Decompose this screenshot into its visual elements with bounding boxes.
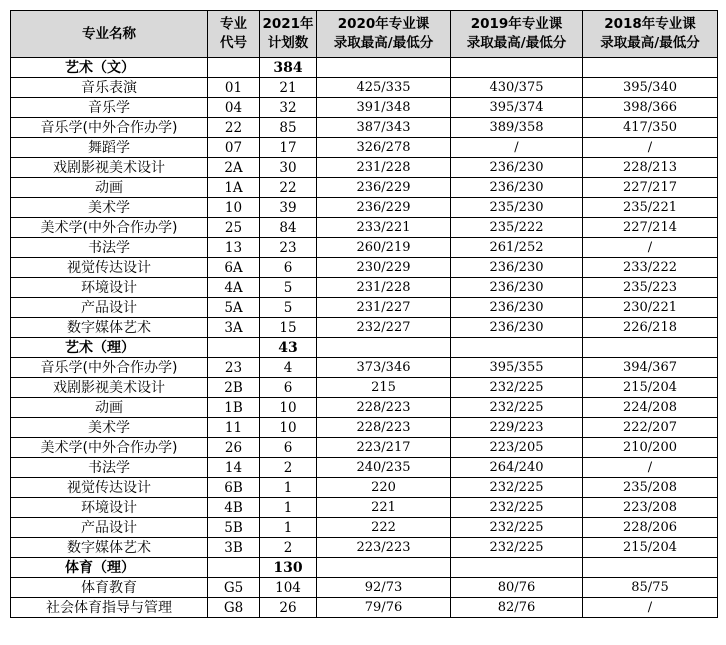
score-2018: 210/200 bbox=[583, 438, 718, 458]
score-2018: 85/75 bbox=[583, 578, 718, 598]
table-row bbox=[11, 398, 718, 418]
score-2020: 231/228 bbox=[317, 278, 451, 298]
score-2018: 228/206 bbox=[583, 518, 718, 538]
major-code: 01 bbox=[208, 78, 260, 98]
score-2019: 236/230 bbox=[451, 158, 583, 178]
score-2019: 430/375 bbox=[451, 78, 583, 98]
major-name: 动画 bbox=[11, 398, 208, 418]
score-2020: 220 bbox=[317, 478, 451, 498]
major-name: 美术学 bbox=[11, 198, 208, 218]
plan-count: 104 bbox=[260, 578, 317, 598]
plan-count: 23 bbox=[260, 238, 317, 258]
plan-count: 2 bbox=[260, 458, 317, 478]
major-code: 11 bbox=[208, 418, 260, 438]
major-name: 视觉传达设计 bbox=[11, 478, 208, 498]
major-name: 体育教育 bbox=[11, 578, 208, 598]
major-name: 美术学 bbox=[11, 418, 208, 438]
header-score-2019: 2019年专业课 录取最高/最低分 bbox=[451, 11, 583, 58]
score-2018: 235/221 bbox=[583, 198, 718, 218]
score-2020: 236/229 bbox=[317, 178, 451, 198]
major-code: 5B bbox=[208, 518, 260, 538]
major-name: 书法学 bbox=[11, 458, 208, 478]
category-row bbox=[11, 338, 718, 358]
major-code: 14 bbox=[208, 458, 260, 478]
score-2018: 226/218 bbox=[583, 318, 718, 338]
score-2020: 232/227 bbox=[317, 318, 451, 338]
table-row bbox=[11, 218, 718, 238]
major-code: 2A bbox=[208, 158, 260, 178]
table-row bbox=[11, 98, 718, 118]
category-2020-cell bbox=[317, 338, 451, 358]
table-row bbox=[11, 378, 718, 398]
table-row bbox=[11, 198, 718, 218]
major-code: 10 bbox=[208, 198, 260, 218]
table-row bbox=[11, 158, 718, 178]
score-2020: 228/223 bbox=[317, 418, 451, 438]
plan-count: 2 bbox=[260, 538, 317, 558]
major-code: 6A bbox=[208, 258, 260, 278]
score-2019: 229/223 bbox=[451, 418, 583, 438]
major-code: 1A bbox=[208, 178, 260, 198]
plan-count: 26 bbox=[260, 598, 317, 618]
category-name: 体育（理） bbox=[11, 558, 208, 578]
plan-count: 1 bbox=[260, 478, 317, 498]
category-2019-cell bbox=[451, 338, 583, 358]
table-row bbox=[11, 518, 718, 538]
plan-count: 15 bbox=[260, 318, 317, 338]
score-2019: 236/230 bbox=[451, 318, 583, 338]
score-2020: 236/229 bbox=[317, 198, 451, 218]
score-2018: 227/217 bbox=[583, 178, 718, 198]
major-code: 3A bbox=[208, 318, 260, 338]
score-2019: 82/76 bbox=[451, 598, 583, 618]
category-2018-cell bbox=[583, 58, 718, 78]
header-plan-2021: 2021年 计划数 bbox=[260, 11, 317, 58]
major-code: 04 bbox=[208, 98, 260, 118]
plan-count: 10 bbox=[260, 418, 317, 438]
plan-count: 84 bbox=[260, 218, 317, 238]
major-name: 戏剧影视美术设计 bbox=[11, 378, 208, 398]
score-2018: 223/208 bbox=[583, 498, 718, 518]
score-2019: 236/230 bbox=[451, 278, 583, 298]
major-name: 动画 bbox=[11, 178, 208, 198]
score-2018: 227/214 bbox=[583, 218, 718, 238]
plan-count: 17 bbox=[260, 138, 317, 158]
category-2019-cell bbox=[451, 58, 583, 78]
table-row bbox=[11, 318, 718, 338]
plan-count: 21 bbox=[260, 78, 317, 98]
major-name: 环境设计 bbox=[11, 278, 208, 298]
table-row bbox=[11, 118, 718, 138]
score-2018: 395/340 bbox=[583, 78, 718, 98]
table-row bbox=[11, 258, 718, 278]
score-2020: 373/346 bbox=[317, 358, 451, 378]
score-2019: 236/230 bbox=[451, 178, 583, 198]
plan-count: 30 bbox=[260, 158, 317, 178]
major-code: 5A bbox=[208, 298, 260, 318]
table-row bbox=[11, 538, 718, 558]
plan-count: 32 bbox=[260, 98, 317, 118]
score-2018: 222/207 bbox=[583, 418, 718, 438]
score-2018: 228/213 bbox=[583, 158, 718, 178]
major-name: 环境设计 bbox=[11, 498, 208, 518]
score-2020: 223/223 bbox=[317, 538, 451, 558]
score-2020: 223/217 bbox=[317, 438, 451, 458]
category-2018-cell bbox=[583, 558, 718, 578]
admission-score-table bbox=[10, 10, 718, 618]
major-name: 音乐学(中外合作办学) bbox=[11, 118, 208, 138]
major-code: G8 bbox=[208, 598, 260, 618]
header-score-2020: 2020年专业课 录取最高/最低分 bbox=[317, 11, 451, 58]
score-2018: / bbox=[583, 458, 718, 478]
category-plan-total: 384 bbox=[260, 58, 317, 78]
table-row bbox=[11, 298, 718, 318]
score-2020: 215 bbox=[317, 378, 451, 398]
major-code: 1B bbox=[208, 398, 260, 418]
score-2020: 233/221 bbox=[317, 218, 451, 238]
major-name: 产品设计 bbox=[11, 298, 208, 318]
score-2019: 395/355 bbox=[451, 358, 583, 378]
plan-count: 5 bbox=[260, 278, 317, 298]
score-2020: 425/335 bbox=[317, 78, 451, 98]
score-2019: 235/222 bbox=[451, 218, 583, 238]
table-row bbox=[11, 578, 718, 598]
plan-count: 39 bbox=[260, 198, 317, 218]
plan-count: 22 bbox=[260, 178, 317, 198]
major-code: 13 bbox=[208, 238, 260, 258]
major-code: 26 bbox=[208, 438, 260, 458]
major-code: 23 bbox=[208, 358, 260, 378]
table-row bbox=[11, 438, 718, 458]
table-row bbox=[11, 178, 718, 198]
category-plan-total: 43 bbox=[260, 338, 317, 358]
plan-count: 6 bbox=[260, 438, 317, 458]
major-name: 音乐学(中外合作办学) bbox=[11, 358, 208, 378]
category-2020-cell bbox=[317, 58, 451, 78]
major-name: 美术学(中外合作办学) bbox=[11, 218, 208, 238]
table-row bbox=[11, 78, 718, 98]
score-2019: 395/374 bbox=[451, 98, 583, 118]
plan-count: 1 bbox=[260, 518, 317, 538]
score-2019: 232/225 bbox=[451, 378, 583, 398]
score-2018: / bbox=[583, 138, 718, 158]
major-name: 数字媒体艺术 bbox=[11, 318, 208, 338]
plan-count: 6 bbox=[260, 258, 317, 278]
category-row bbox=[11, 58, 718, 78]
score-2019: 236/230 bbox=[451, 258, 583, 278]
plan-count: 1 bbox=[260, 498, 317, 518]
score-2018: 398/366 bbox=[583, 98, 718, 118]
plan-count: 4 bbox=[260, 358, 317, 378]
score-2019: 236/230 bbox=[451, 298, 583, 318]
score-2019: 261/252 bbox=[451, 238, 583, 258]
major-code: 4A bbox=[208, 278, 260, 298]
score-2019: 264/240 bbox=[451, 458, 583, 478]
plan-count: 10 bbox=[260, 398, 317, 418]
major-name: 音乐学 bbox=[11, 98, 208, 118]
major-code: 4B bbox=[208, 498, 260, 518]
score-2019: 80/76 bbox=[451, 578, 583, 598]
category-row bbox=[11, 558, 718, 578]
score-2018: 235/223 bbox=[583, 278, 718, 298]
score-2020: 221 bbox=[317, 498, 451, 518]
major-code: G5 bbox=[208, 578, 260, 598]
major-name: 舞蹈学 bbox=[11, 138, 208, 158]
score-2020: 222 bbox=[317, 518, 451, 538]
category-2018-cell bbox=[583, 338, 718, 358]
plan-count: 85 bbox=[260, 118, 317, 138]
table-body bbox=[11, 58, 718, 618]
table-row bbox=[11, 278, 718, 298]
score-2020: 230/229 bbox=[317, 258, 451, 278]
major-name: 数字媒体艺术 bbox=[11, 538, 208, 558]
table-row bbox=[11, 478, 718, 498]
score-2020: 79/76 bbox=[317, 598, 451, 618]
score-2020: 326/278 bbox=[317, 138, 451, 158]
score-2018: 417/350 bbox=[583, 118, 718, 138]
score-2019: 232/225 bbox=[451, 398, 583, 418]
major-name: 产品设计 bbox=[11, 518, 208, 538]
major-code: 22 bbox=[208, 118, 260, 138]
score-2019: 223/205 bbox=[451, 438, 583, 458]
table-row bbox=[11, 138, 718, 158]
score-2020: 391/348 bbox=[317, 98, 451, 118]
category-2020-cell bbox=[317, 558, 451, 578]
score-2020: 240/235 bbox=[317, 458, 451, 478]
table-row bbox=[11, 238, 718, 258]
major-code: 2B bbox=[208, 378, 260, 398]
score-2018: 230/221 bbox=[583, 298, 718, 318]
major-name: 书法学 bbox=[11, 238, 208, 258]
table-row bbox=[11, 418, 718, 438]
category-code-cell bbox=[208, 58, 260, 78]
table-row bbox=[11, 358, 718, 378]
score-2020: 387/343 bbox=[317, 118, 451, 138]
major-name: 视觉传达设计 bbox=[11, 258, 208, 278]
major-name: 戏剧影视美术设计 bbox=[11, 158, 208, 178]
major-code: 25 bbox=[208, 218, 260, 238]
major-name: 美术学(中外合作办学) bbox=[11, 438, 208, 458]
score-2020: 228/223 bbox=[317, 398, 451, 418]
category-code-cell bbox=[208, 338, 260, 358]
score-2018: 215/204 bbox=[583, 538, 718, 558]
header-score-2018: 2018年专业课 录取最高/最低分 bbox=[583, 11, 718, 58]
score-2019: 235/230 bbox=[451, 198, 583, 218]
major-code: 6B bbox=[208, 478, 260, 498]
header-major-name: 专业名称 bbox=[11, 11, 208, 58]
score-2020: 231/228 bbox=[317, 158, 451, 178]
table-header-row bbox=[11, 11, 718, 58]
major-name: 音乐表演 bbox=[11, 78, 208, 98]
table-row bbox=[11, 498, 718, 518]
category-name: 艺术（文） bbox=[11, 58, 208, 78]
category-name: 艺术（理） bbox=[11, 338, 208, 358]
score-2018: / bbox=[583, 238, 718, 258]
plan-count: 6 bbox=[260, 378, 317, 398]
category-plan-total: 130 bbox=[260, 558, 317, 578]
score-2019: 232/225 bbox=[451, 538, 583, 558]
score-2018: 394/367 bbox=[583, 358, 718, 378]
score-2020: 231/227 bbox=[317, 298, 451, 318]
major-name: 社会体育指导与管理 bbox=[11, 598, 208, 618]
score-2019: 232/225 bbox=[451, 518, 583, 538]
major-code: 3B bbox=[208, 538, 260, 558]
score-2019: 389/358 bbox=[451, 118, 583, 138]
score-2018: 215/204 bbox=[583, 378, 718, 398]
score-2020: 92/73 bbox=[317, 578, 451, 598]
category-code-cell bbox=[208, 558, 260, 578]
score-2018: / bbox=[583, 598, 718, 618]
score-2019: 232/225 bbox=[451, 478, 583, 498]
table-row bbox=[11, 458, 718, 478]
score-2019: / bbox=[451, 138, 583, 158]
table-row bbox=[11, 598, 718, 618]
score-2019: 232/225 bbox=[451, 498, 583, 518]
header-major-code: 专业 代号 bbox=[208, 11, 260, 58]
major-code: 07 bbox=[208, 138, 260, 158]
score-2018: 224/208 bbox=[583, 398, 718, 418]
category-2019-cell bbox=[451, 558, 583, 578]
score-2018: 235/208 bbox=[583, 478, 718, 498]
score-2020: 260/219 bbox=[317, 238, 451, 258]
score-2018: 233/222 bbox=[583, 258, 718, 278]
plan-count: 5 bbox=[260, 298, 317, 318]
